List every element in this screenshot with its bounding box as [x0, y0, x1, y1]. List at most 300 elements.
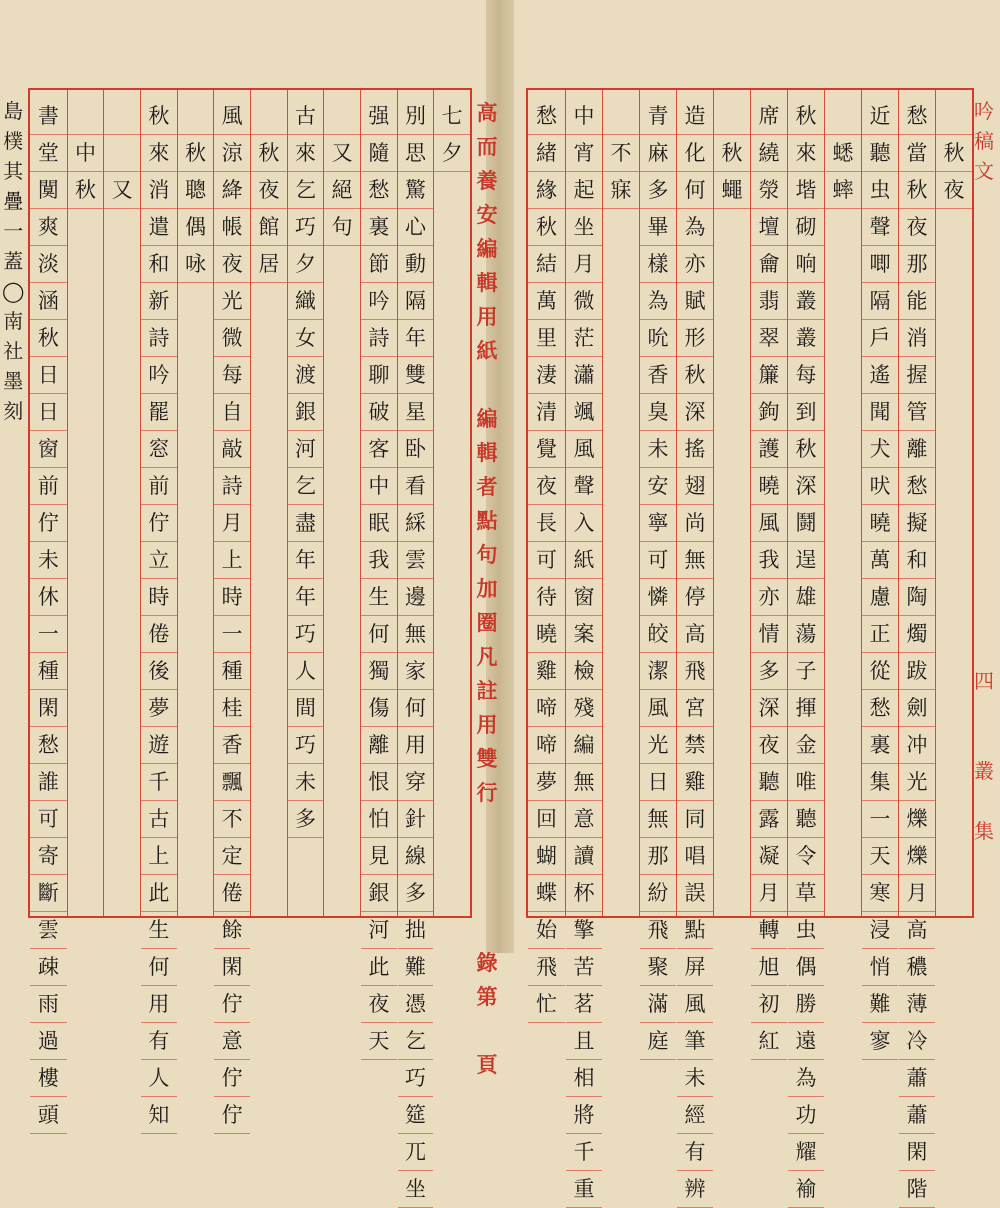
character: 化	[677, 135, 713, 172]
character: 亦	[751, 579, 787, 616]
margin-character: 加	[476, 576, 498, 601]
character: 同	[677, 801, 713, 838]
margin-character	[477, 912, 498, 946]
character: 皎	[640, 616, 676, 653]
character: 前	[141, 468, 177, 505]
character: 轉	[751, 912, 787, 949]
character: 偶	[178, 209, 214, 246]
character: 爽	[30, 209, 67, 246]
character: 月	[566, 246, 602, 283]
character: 旭	[751, 949, 787, 986]
character: 疎	[30, 949, 67, 986]
character: 愁	[30, 727, 67, 764]
character: 遙	[862, 357, 898, 394]
character: 無	[640, 801, 676, 838]
character: 日	[30, 357, 67, 394]
character: 每	[788, 357, 824, 394]
character: 我	[751, 542, 787, 579]
character: 蕭	[899, 1097, 935, 1134]
margin-character	[477, 1014, 498, 1048]
text-column	[103, 90, 140, 916]
character: 愁	[862, 690, 898, 727]
character: 兀	[398, 1134, 434, 1171]
character: 聽	[862, 135, 898, 172]
character: 從	[862, 653, 898, 690]
character: 誤	[677, 875, 713, 912]
margin-character	[974, 186, 994, 216]
margin-character: 雙	[476, 746, 498, 771]
character: 巧	[288, 616, 324, 653]
margin-character: 行	[476, 780, 498, 805]
character: 護	[751, 431, 787, 468]
character: 冲	[899, 727, 935, 764]
character: 一	[862, 801, 898, 838]
character: 未	[30, 542, 67, 579]
character: 意	[214, 1023, 250, 1060]
margin-character: 樸	[3, 129, 24, 153]
character: 種	[30, 653, 67, 690]
right-page-grid	[526, 88, 974, 1201]
character: 始	[528, 912, 565, 949]
character: 揮	[788, 690, 824, 727]
text-column	[213, 90, 250, 1127]
character: 年	[398, 320, 434, 357]
character: 意	[566, 801, 602, 838]
character: 句	[324, 209, 360, 246]
character: 雨	[30, 986, 67, 1023]
character: 館	[251, 209, 287, 246]
margin-character	[974, 276, 994, 306]
character: 將	[566, 1097, 602, 1134]
character: 餘	[214, 912, 250, 949]
character: 飄	[214, 764, 250, 801]
character: 夜	[751, 727, 787, 764]
character: 冷	[899, 1023, 935, 1060]
character	[936, 98, 972, 135]
character: 禁	[677, 727, 713, 764]
character: 有	[141, 1023, 177, 1060]
character: 裏	[361, 209, 397, 246]
character: 思	[398, 135, 434, 172]
character: 上	[214, 542, 250, 579]
character: 自	[214, 394, 250, 431]
character: 相	[566, 1060, 602, 1097]
character: 檢	[566, 653, 602, 690]
character: 响	[788, 246, 824, 283]
character	[603, 98, 639, 135]
character: 休	[30, 579, 67, 616]
character: 慮	[862, 579, 898, 616]
character: 寐	[603, 172, 639, 209]
margin-character	[974, 336, 994, 366]
character: 生	[141, 912, 177, 949]
character: 巧	[398, 1060, 434, 1097]
character: 來	[288, 135, 324, 172]
character: 閑	[899, 1134, 935, 1171]
character: 握	[899, 357, 935, 394]
character: 擬	[899, 505, 935, 542]
character: 書	[30, 98, 67, 135]
character: 雲	[398, 542, 434, 579]
character: 七	[434, 98, 470, 135]
margin-character	[477, 844, 498, 878]
character: 飛	[640, 912, 676, 949]
character: 可	[640, 542, 676, 579]
character: 心	[398, 209, 434, 246]
character: 為	[788, 1060, 824, 1097]
character: 唱	[677, 838, 713, 875]
right-edge-text	[974, 96, 994, 846]
text-column	[676, 90, 713, 1201]
character: 耀	[788, 1134, 824, 1171]
character: 讀	[566, 838, 602, 875]
character: 聊	[361, 357, 397, 394]
character: 曉	[751, 468, 787, 505]
character: 夢	[141, 690, 177, 727]
character: 雞	[528, 653, 565, 690]
character: 覺	[528, 431, 565, 468]
character: 金	[788, 727, 824, 764]
character: 離	[899, 431, 935, 468]
character: 安	[640, 468, 676, 505]
character: 聽	[788, 801, 824, 838]
character: 涼	[214, 135, 250, 172]
character: 虫	[788, 912, 824, 949]
character: 聚	[640, 949, 676, 986]
character: 帳	[214, 209, 250, 246]
character: 夜	[361, 986, 397, 1023]
character: 佇	[214, 986, 250, 1023]
margin-character: 錄	[476, 950, 498, 975]
character: 新	[141, 283, 177, 320]
character: 聲	[862, 209, 898, 246]
character: 正	[862, 616, 898, 653]
character: 簾	[751, 357, 787, 394]
text-column	[861, 90, 898, 1053]
character: 多	[640, 172, 676, 209]
character: 集	[862, 764, 898, 801]
text-column	[250, 90, 287, 916]
character: 穿	[398, 764, 434, 801]
character: 何	[361, 616, 397, 653]
character: 千	[566, 1134, 602, 1171]
character: 邊	[398, 579, 434, 616]
text-column	[30, 90, 67, 1127]
character	[251, 98, 287, 135]
character: 風	[640, 690, 676, 727]
character: 跋	[899, 653, 935, 690]
text-column	[528, 90, 565, 1016]
character: 青	[640, 98, 676, 135]
margin-character	[974, 396, 994, 426]
text-column	[67, 90, 104, 916]
left-edge-text	[2, 96, 24, 426]
character: 憐	[640, 579, 676, 616]
character: 有	[677, 1134, 713, 1171]
margin-character: 社	[3, 339, 24, 363]
margin-character	[974, 636, 994, 666]
margin-character: 用	[476, 304, 498, 329]
character: 生	[361, 579, 397, 616]
character: 風	[677, 986, 713, 1023]
character: 月	[751, 875, 787, 912]
character: 又	[104, 172, 140, 209]
character: 綵	[398, 505, 434, 542]
character: 詩	[361, 320, 397, 357]
character: 編	[566, 727, 602, 764]
character: 斷	[30, 875, 67, 912]
character: 詩	[214, 468, 250, 505]
character: 吟	[141, 357, 177, 394]
character: 夜	[899, 209, 935, 246]
character: 立	[141, 542, 177, 579]
character: 夕	[434, 135, 470, 172]
character: 窗	[566, 579, 602, 616]
character: 清	[528, 394, 565, 431]
margin-character	[974, 246, 994, 276]
character: 那	[640, 838, 676, 875]
character: 未	[640, 431, 676, 468]
character: 擎	[566, 912, 602, 949]
character: 蟀	[825, 172, 861, 209]
character: 秋	[251, 135, 287, 172]
margin-character: 高	[476, 100, 498, 125]
margin-character: 第	[476, 984, 498, 1009]
character: 滿	[640, 986, 676, 1023]
character: 夜	[936, 172, 972, 209]
character: 初	[751, 986, 787, 1023]
character: 此	[361, 949, 397, 986]
character: 陶	[899, 579, 935, 616]
character: 消	[899, 320, 935, 357]
character: 愁	[899, 98, 935, 135]
character: 乞	[398, 1023, 434, 1060]
margin-character: 墨	[3, 369, 24, 393]
character: 時	[214, 579, 250, 616]
character	[178, 98, 214, 135]
character: 緣	[528, 172, 565, 209]
character: 眠	[361, 505, 397, 542]
character: 星	[398, 394, 434, 431]
character: 宵	[566, 135, 602, 172]
character: 管	[899, 394, 935, 431]
character: 薄	[899, 986, 935, 1023]
character: 筵	[398, 1097, 434, 1134]
character: 寄	[30, 838, 67, 875]
margin-character	[974, 516, 994, 546]
character: 閑	[30, 690, 67, 727]
text-column	[397, 90, 434, 1201]
character: 高	[677, 616, 713, 653]
left-page-margin-header	[472, 96, 502, 1082]
character: 瀟	[566, 357, 602, 394]
character: 蕭	[899, 1060, 935, 1097]
character: 戶	[862, 320, 898, 357]
character: 秋	[899, 172, 935, 209]
character: 夜	[214, 246, 250, 283]
character: 窓	[141, 431, 177, 468]
character	[68, 98, 104, 135]
character: 寥	[862, 1023, 898, 1060]
character: 多	[288, 801, 324, 838]
margin-character: 圈	[476, 610, 498, 635]
margin-character: 文	[974, 159, 994, 183]
character: 客	[361, 431, 397, 468]
character: 不	[214, 801, 250, 838]
character: 桂	[214, 690, 250, 727]
character: 隔	[862, 283, 898, 320]
character: 遠	[788, 1023, 824, 1060]
margin-character: 註	[476, 678, 498, 703]
character: 殘	[566, 690, 602, 727]
character: 凝	[751, 838, 787, 875]
character: 巧	[288, 209, 324, 246]
character: 何	[398, 690, 434, 727]
character: 卧	[398, 431, 434, 468]
character: 拙	[398, 912, 434, 949]
character: 離	[361, 727, 397, 764]
character: 曉	[862, 505, 898, 542]
character: 日	[30, 394, 67, 431]
character: 筆	[677, 1023, 713, 1060]
character: 後	[141, 653, 177, 690]
text-column	[787, 90, 824, 1201]
margin-character	[974, 546, 994, 576]
margin-character: ◯	[2, 279, 25, 303]
margin-character	[974, 696, 994, 726]
text-column	[323, 90, 360, 916]
text-column	[177, 90, 214, 916]
margin-character	[477, 878, 498, 912]
character: 女	[288, 320, 324, 357]
character: 動	[398, 246, 434, 283]
character: 居	[251, 246, 287, 283]
character: 絕	[324, 172, 360, 209]
character: 秋	[68, 172, 104, 209]
character: 此	[141, 875, 177, 912]
character: 定	[214, 838, 250, 875]
character: 為	[640, 283, 676, 320]
character: 我	[361, 542, 397, 579]
character: 上	[141, 838, 177, 875]
character: 當	[899, 135, 935, 172]
character: 杯	[566, 875, 602, 912]
character: 偶	[788, 949, 824, 986]
character: 日	[640, 764, 676, 801]
character	[104, 98, 140, 135]
character: 庭	[640, 1023, 676, 1060]
character: 淒	[528, 357, 565, 394]
character: 誰	[30, 764, 67, 801]
character: 辨	[677, 1171, 713, 1208]
text-column	[898, 90, 935, 1201]
character: 到	[788, 394, 824, 431]
character: 情	[751, 616, 787, 653]
character: 燭	[899, 616, 935, 653]
character: 中	[68, 135, 104, 172]
character: 龠	[751, 246, 787, 283]
character: 屏	[677, 949, 713, 986]
character: 風	[214, 98, 250, 135]
character: 風	[751, 505, 787, 542]
margin-character: 集	[974, 819, 994, 843]
margin-character: 安	[476, 202, 498, 227]
character: 秋	[788, 98, 824, 135]
character: 鬪	[788, 505, 824, 542]
character: 令	[788, 838, 824, 875]
character: 飛	[528, 949, 565, 986]
character: 寧	[640, 505, 676, 542]
character: 可	[528, 542, 565, 579]
character: 夕	[288, 246, 324, 283]
character: 功	[788, 1097, 824, 1134]
character: 難	[862, 986, 898, 1023]
character: 重	[566, 1171, 602, 1208]
margin-character	[974, 216, 994, 246]
character: 淡	[30, 246, 67, 283]
character: 尚	[677, 505, 713, 542]
character: 唧	[862, 246, 898, 283]
margin-character: 吟	[974, 99, 994, 123]
character: 唯	[788, 764, 824, 801]
margin-character	[974, 486, 994, 516]
character: 雞	[677, 764, 713, 801]
character: 忙	[528, 986, 565, 1023]
character: 案	[566, 616, 602, 653]
character: 家	[398, 653, 434, 690]
character: 秋	[936, 135, 972, 172]
margin-character: 四	[974, 669, 994, 693]
character: 可	[30, 801, 67, 838]
character: 中	[361, 468, 397, 505]
character: 颯	[566, 394, 602, 431]
margin-character: 蓋	[3, 249, 24, 273]
character: 秋	[178, 135, 214, 172]
margin-character	[974, 366, 994, 396]
margin-character: 其	[3, 159, 24, 183]
character: 壇	[751, 209, 787, 246]
character: 種	[214, 653, 250, 690]
character: 臭	[640, 394, 676, 431]
character: 中	[566, 98, 602, 135]
margin-character: 用	[476, 712, 498, 737]
character: 翠	[751, 320, 787, 357]
character: 虫	[862, 172, 898, 209]
character: 光	[214, 283, 250, 320]
character: 坐	[566, 209, 602, 246]
character: 和	[141, 246, 177, 283]
character: 夢	[528, 764, 565, 801]
character: 蕩	[788, 616, 824, 653]
character: 浸	[862, 912, 898, 949]
character: 巧	[288, 727, 324, 764]
character: 宮	[677, 690, 713, 727]
character: 蟋	[825, 135, 861, 172]
character: 隨	[361, 135, 397, 172]
character: 翡	[751, 283, 787, 320]
character: 無	[566, 764, 602, 801]
character: 人	[141, 1060, 177, 1097]
margin-character: 而	[476, 134, 498, 159]
character: 光	[899, 764, 935, 801]
text-column	[713, 90, 750, 916]
character: 詩	[141, 320, 177, 357]
character: 秋	[788, 431, 824, 468]
character: 線	[398, 838, 434, 875]
character: 雄	[788, 579, 824, 616]
character: 能	[899, 283, 935, 320]
margin-character	[477, 810, 498, 844]
